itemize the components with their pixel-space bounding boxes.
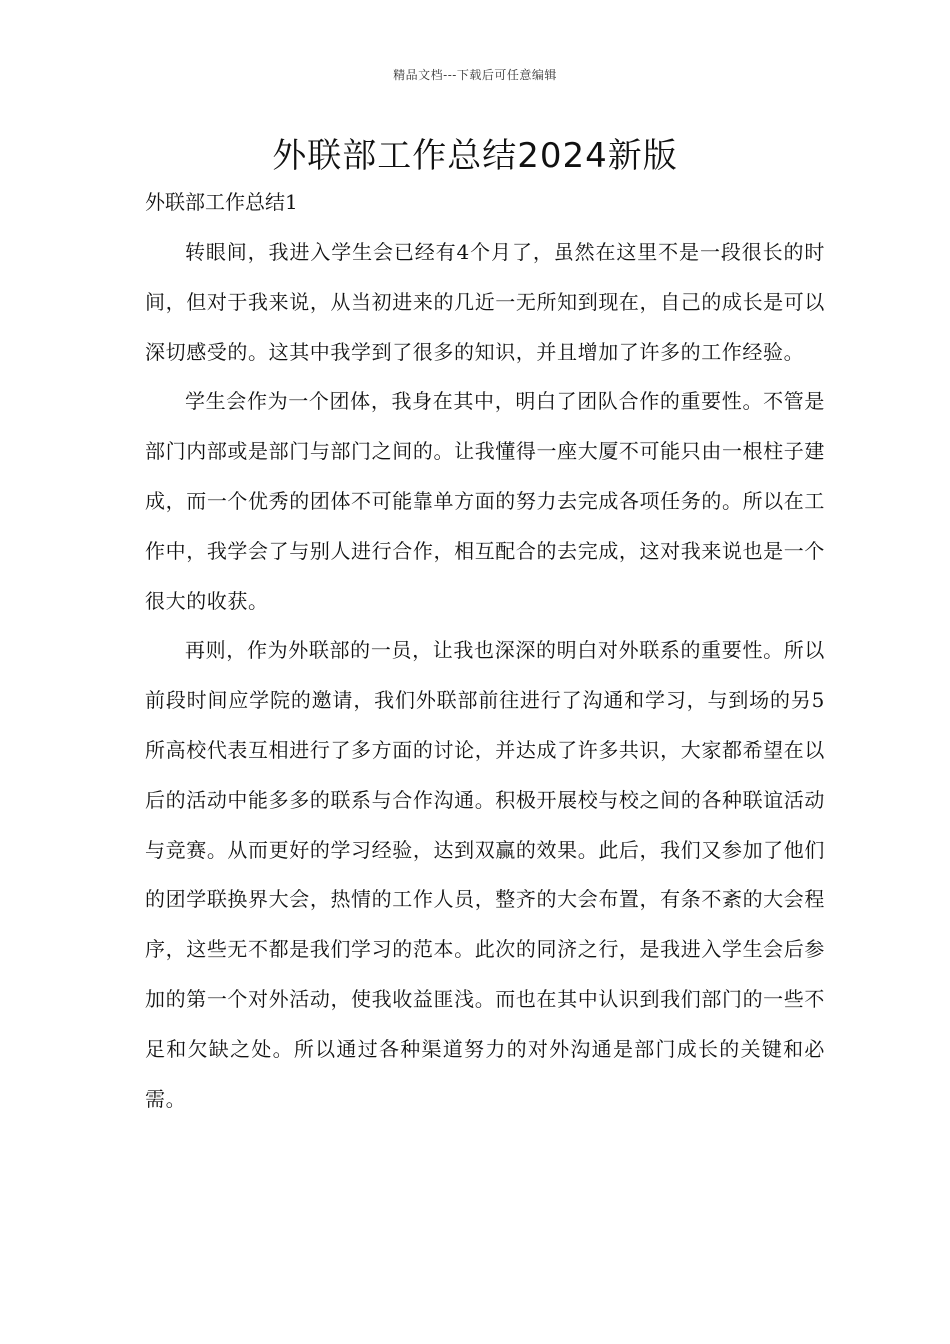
paragraph: 再则，作为外联部的一员，让我也深深的明白对外联系的重要性。所以前段时间应学院的邀请，我们外联部前往进行了沟通和学习，与到场的另5所高校代表互相进行了多方面的讨论，并达成了许多共识，大家都希望在以后的活动中能多多的联系与合作沟通。积极开展校与校之间的各种联谊活动与竞赛。从而更好的学习经验，达到双赢的效果。此后，我们又参加了他们的团学联换界大会，热情的工作人员，整齐的大会布置，有条不紊的大会程序，这些无不都是我们学习的范本。此次的同济之行，是我进入学生会后参加的第一个对外活动，使我收益匪浅。而也在其中认识到我们部门的一些不足和欠缺之处。所以通过各种渠道努力的对外沟通是部门成长的关键和必需。: [145, 638, 825, 1111]
document-body: [145, 228, 825, 1124]
header-note: 精品文档---下载后可任意编辑: [393, 68, 557, 82]
paragraph: 转眼间，我进入学生会已经有4个月了，虽然在这里不是一段很长的时间，但对于我来说，从当初进来的几近一无所知到现在，自己的成长是可以深切感受的。这其中我学到了很多的知识，并且增加了许多的工作经验。: [145, 240, 825, 364]
document-title: 外联部工作总结2024新版: [272, 136, 678, 176]
section-subtitle: 外联部工作总结1: [145, 190, 298, 214]
paragraph: 学生会作为一个团体，我身在其中，明白了团队合作的重要性。不管是部门内部或是部门与部门之间的。让我懂得一座大厦不可能只由一根柱子建成，而一个优秀的团体不可能靠单方面的努力去完成各项任务的。所以在工作中，我学会了与别人进行合作，相互配合的去完成，这对我来说也是一个很大的收获。: [145, 389, 825, 613]
